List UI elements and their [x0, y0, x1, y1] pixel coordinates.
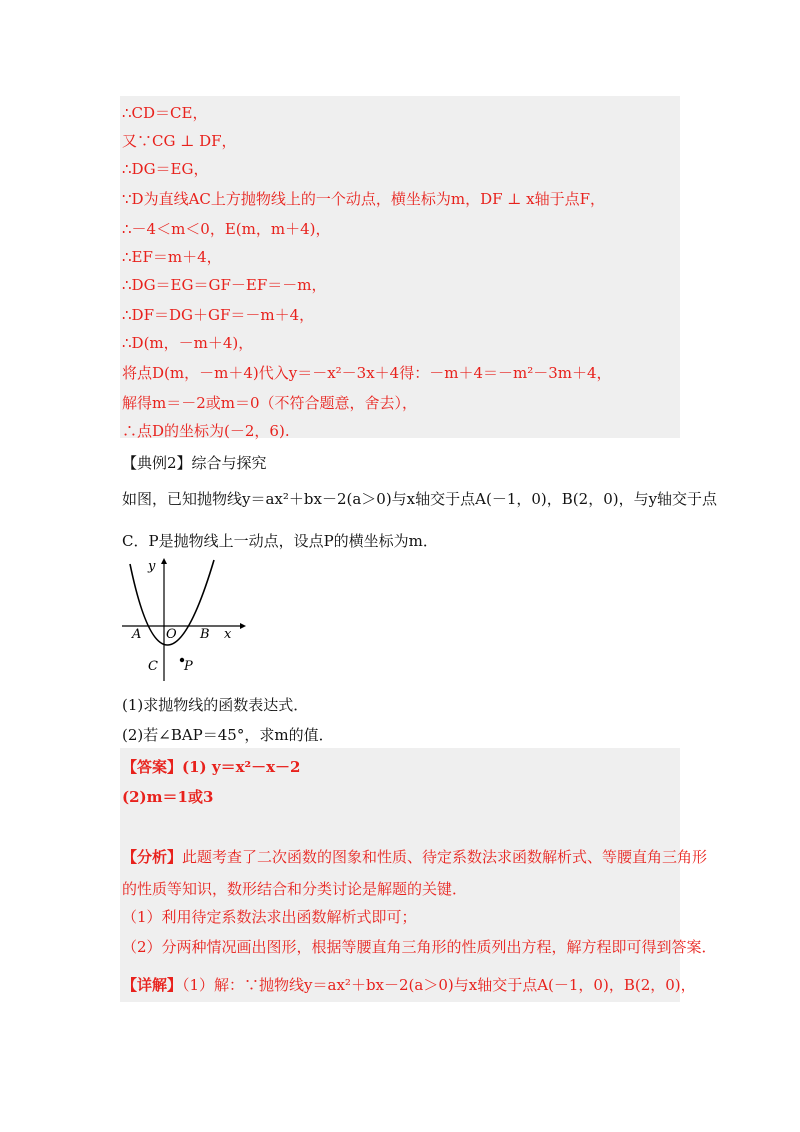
- parabola-figure: [118, 556, 248, 682]
- problem-stem-line2: C．P是抛物线上一动点，设点P的横坐标为m．: [122, 532, 438, 550]
- analysis-text-3: （1）利用待定系数法求出函数解析式即可；: [122, 908, 417, 926]
- solution-line: ∵D为直线AC上方抛物线上的一个动点，横坐标为m，DF ⊥ x轴于点F，: [122, 190, 606, 208]
- solution-line: ∴点D的坐标为(－2，6).: [122, 422, 290, 440]
- detail-text: （1）解：∵抛物线y＝ax²＋bx－2(a＞0)与x轴交于点A(－1，0)，B(2，0)，: [182, 976, 696, 994]
- solution-line: 解得m＝－2或m＝0（不符合题意，舍去），: [122, 394, 418, 412]
- point-o-label: O: [166, 627, 177, 642]
- detail-line: [122, 974, 696, 995]
- question-1: (1)求抛物线的函数表达式．: [122, 696, 309, 714]
- solution-line: 将点D(m，－m＋4)代入y＝－x²－3x＋4得：－m＋4＝－m²－3m＋4，: [122, 364, 612, 382]
- question-2: (2)若∠BAP＝45°，求m的值．: [122, 726, 334, 744]
- answer-line-1: [122, 756, 300, 777]
- analysis-text-2: 的性质等知识，数形结合和分类讨论是解题的关键．: [122, 880, 468, 898]
- answer-label: 【答案】: [122, 758, 183, 776]
- analysis-line-1: [122, 846, 707, 867]
- solution-line: ∴EF＝m＋4，: [122, 248, 222, 266]
- point-c-label: C: [148, 659, 158, 674]
- x-axis-arrow: [240, 623, 246, 629]
- axis-y-label: y: [148, 559, 156, 574]
- solution-line: ∴D(m，－m＋4)，: [122, 334, 254, 352]
- point-b-label: B: [200, 627, 210, 642]
- point-a-label: A: [132, 627, 142, 642]
- analysis-text-1: 此题考查了二次函数的图象和性质、待定系数法求函数解析式、等腰直角三角形: [182, 848, 708, 866]
- solution-line: 又∵CG ⊥ DF，: [122, 132, 237, 150]
- answer-2: (2)m＝1或3: [122, 788, 214, 806]
- analysis-text-4: （2）分两种情况画出图形，根据等腰直角三角形的性质列出方程，解方程即可得到答案．: [122, 938, 717, 956]
- analysis-label: 【分析】: [122, 848, 183, 866]
- solution-line: ∴DG＝EG，: [122, 160, 209, 178]
- point-p-label: P: [184, 659, 193, 674]
- solution-line: ∴CD＝CE，: [122, 104, 208, 122]
- problem-stem-line1: 如图，已知抛物线y＝ax²＋bx－2(a＞0)与x轴交于点A(－1，0)，B(2，0)，与y轴交于点: [122, 490, 718, 508]
- axis-x-label: x: [224, 627, 232, 642]
- y-axis-arrow: [161, 558, 167, 564]
- detail-label: 【详解】: [122, 976, 183, 994]
- solution-line: ∴－4＜m＜0，E(m，m＋4)，: [122, 220, 331, 238]
- solution-line: ∴DG＝EG＝GF－EF＝－m，: [122, 276, 327, 294]
- answer-1: (1) y＝x²－x－2: [182, 758, 301, 776]
- solution-line: ∴DF＝DG＋GF＝－m＋4，: [122, 306, 315, 324]
- example-title: 【典例2】综合与探究: [122, 454, 267, 472]
